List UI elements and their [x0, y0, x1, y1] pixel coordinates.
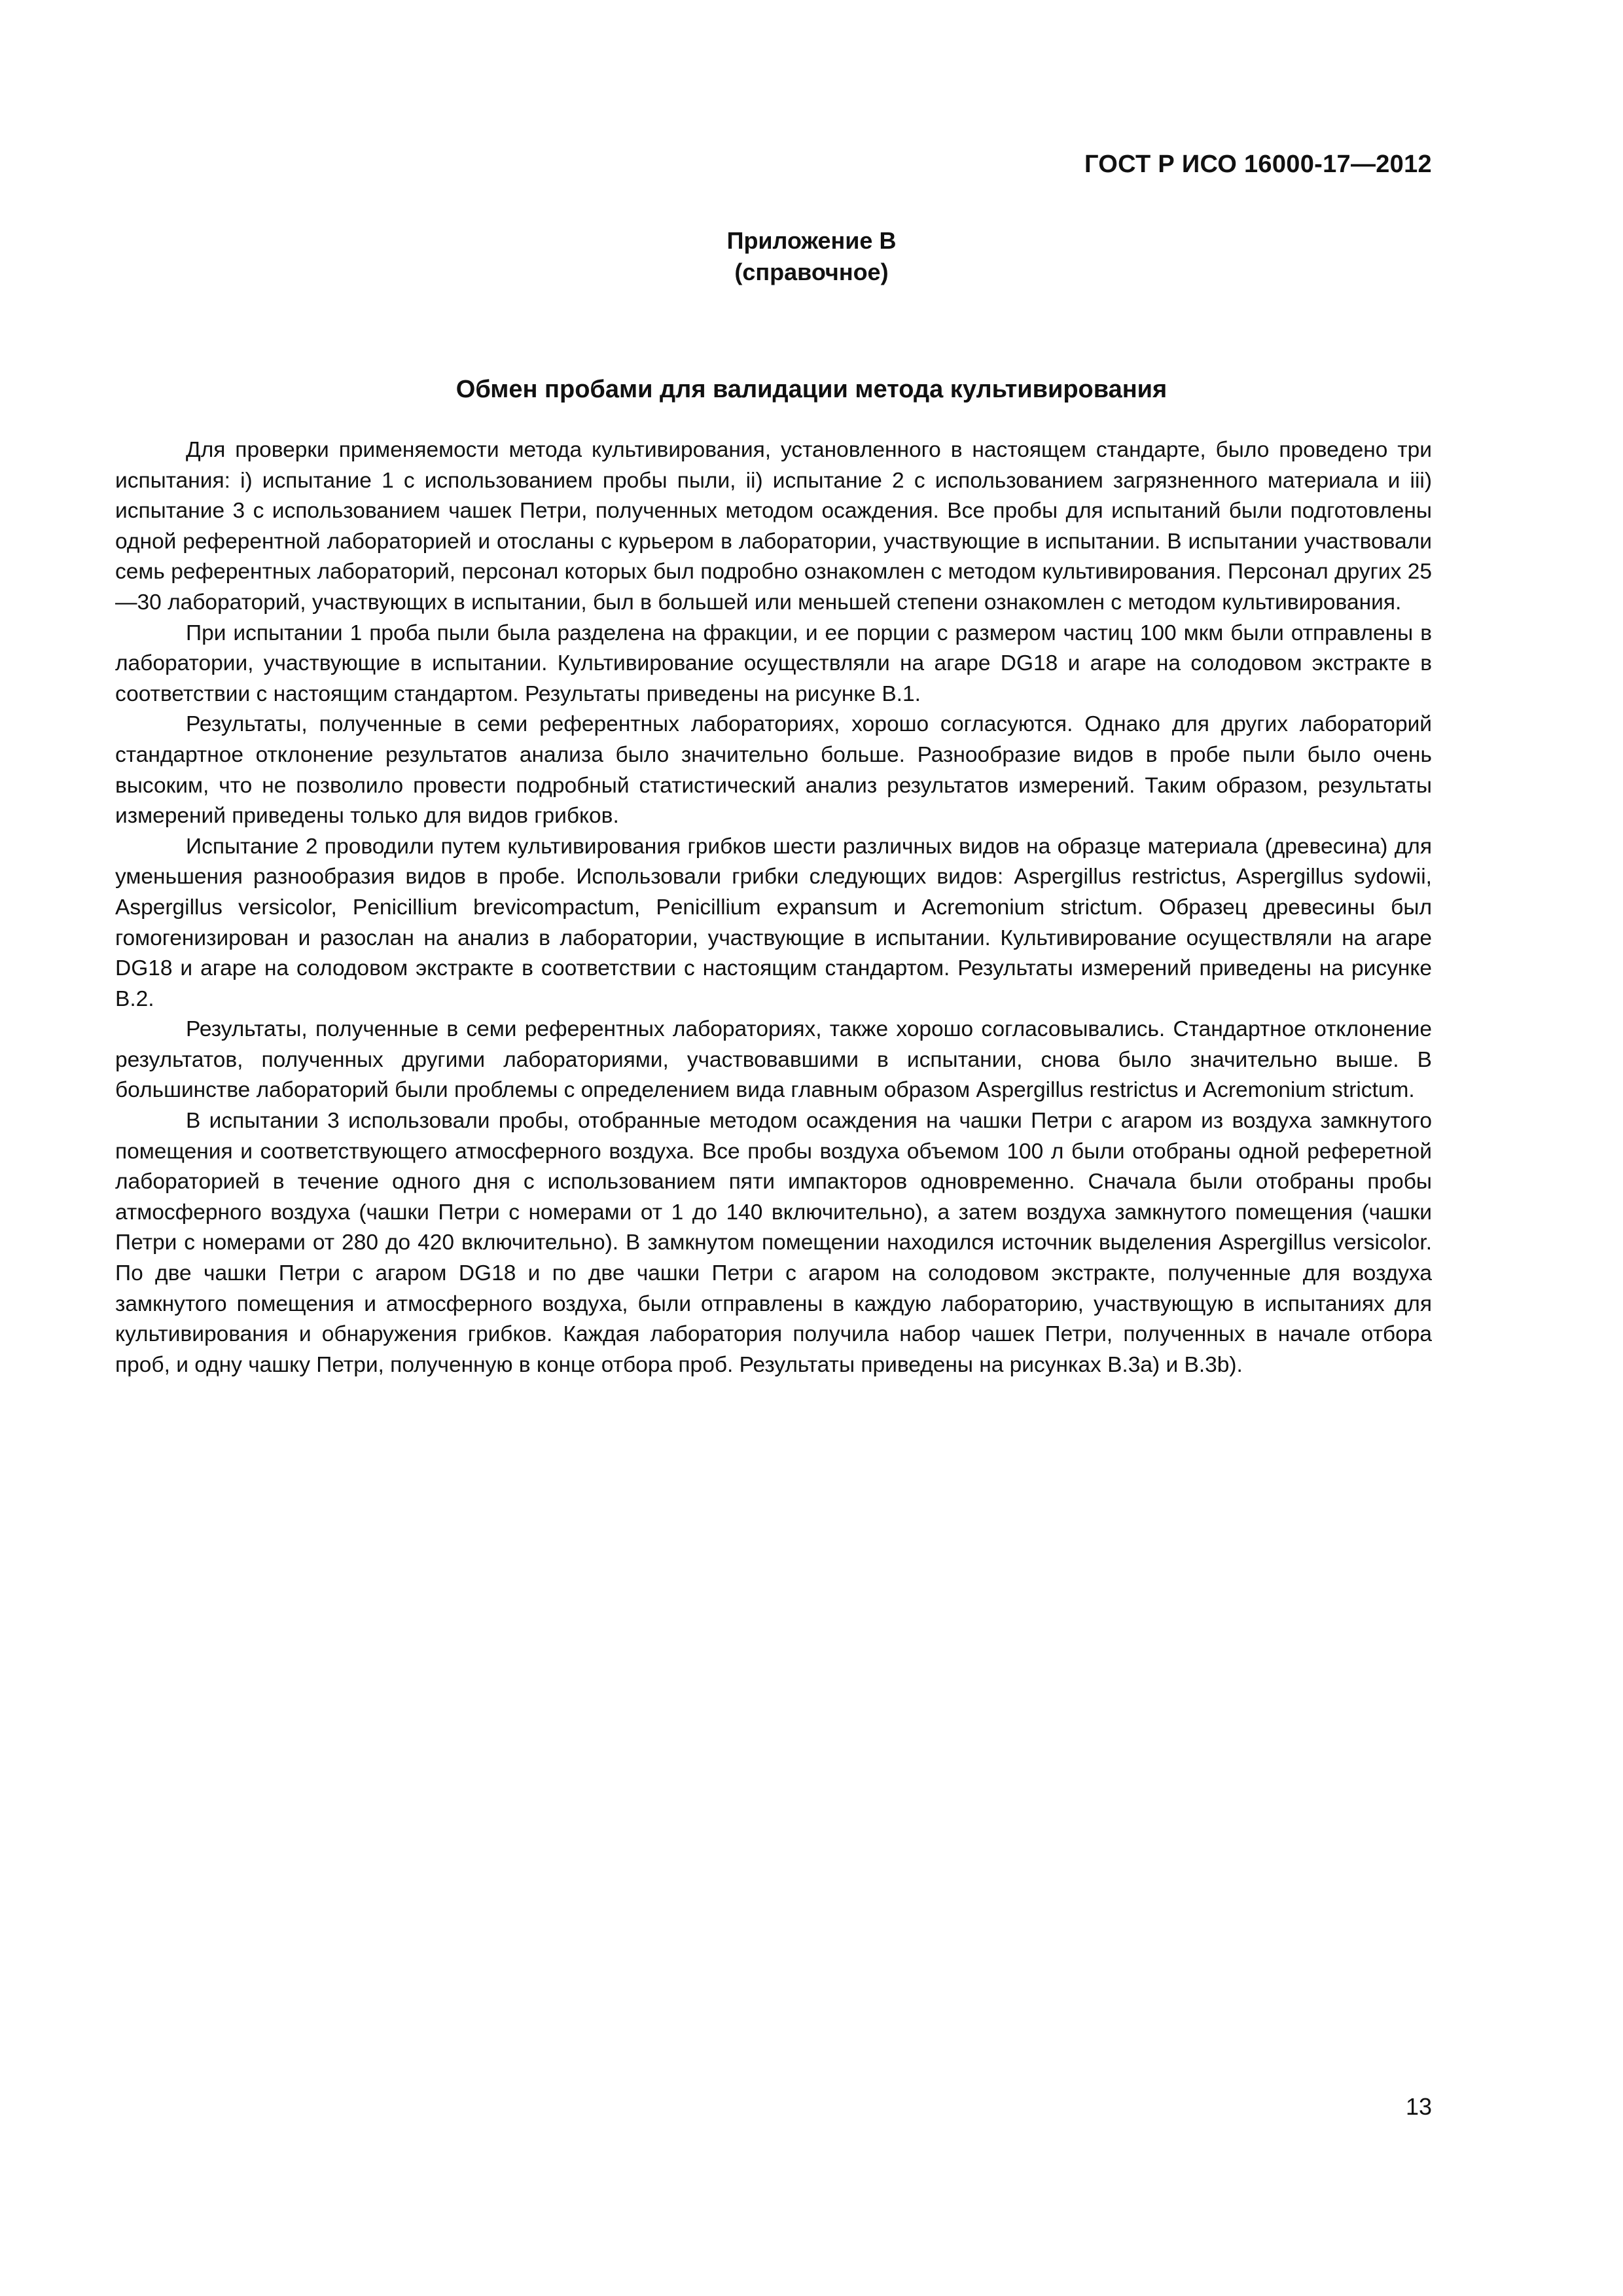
paragraph: В испытании 3 использовали пробы, отобранные методом осаждения на чашки Петри с агаром из воздуха замкнутого помещения и соответствующего атмосферного воздуха. Все пробы воздуха объемом 100 л были отобраны одной реферетной лабораторией в течение одного дня с использованием пяти импакторов одновременно. Сначала были отобраны пробы атмосферного воздуха (чашки Петри с номерами от 1 до 140 включительно), а затем воздуха замкнутого помещения (чашки Петри с номерами от 280 до 420 включительно). В замкнутом помещении находился источник выделения Aspergillus versicolor. По две чашки Петри с агаром DG18 и по две чашки Петри с агаром на солодовом экстракте, полученные для воздуха замкнутого помещения и атмосферного воздуха, были отправлены в каждую лабораторию, участвующую в испытаниях для культивирования и обнаружения грибков. Каждая лаборатория получила набор чашек Петри, полученных в начале отбора проб, и одну чашку Петри, полученную в конце отбора проб. Результаты приведены на рисунках В.3а) и В.3b).: [115, 1109, 1432, 1377]
section-title: Обмен пробами для валидации метода культивирования: [455, 376, 1168, 403]
page-number: 13: [1405, 2093, 1432, 2120]
body-text: [115, 435, 1432, 1380]
paragraph: При испытании 1 проба пыли была разделена на фракции, и ее порции с размером частиц 100 мкм были отправлены в лаборатории, участвующие в испытании. Культивирование осуществляли на агаре DG18 и агаре на солодовом экстракте в соответствии с настоящим стандартом. Результаты приведены на рисунке В.1.: [115, 620, 1432, 706]
paragraph: Испытание 2 проводили путем культивирования грибков шести различных видов на образце материала (древесина) для уменьшения разнообразия видов в пробе. Использовали грибки следующих видов: Aspergillus restrictus, Aspergillus sydowii, Aspergillus versicolor, Penicillium brevicompactum, Penicillium expansum и Acremonium strictum. Образец древесины был гомогенизирован и разослан на анализ в лаборатории, участвующие в испытании. Культивирование осуществляли на агаре DG18 и агаре на солодовом экстракте в соответствии с настоящим стандартом. Результаты измерений приведены на рисунке В.2.: [115, 834, 1432, 1011]
appendix-type: (справочное): [734, 259, 889, 285]
appendix-label: Приложение В: [726, 227, 897, 254]
paragraph: Результаты, полученные в семи референтных лабораториях, также хорошо согласовывались. Стандартное отклонение результатов, полученных другими лабораториями, участвовавшими в испытании, снова было значительно выше. В большинстве лабораторий были проблемы с определением вида главным образом Aspergillus restrictus и Acremonium strictum.: [115, 1017, 1432, 1103]
paragraph: Для проверки применяемости метода культивирования, установленного в настоящем стандарте, было проведено три испытания: i) испытание 1 с использованием пробы пыли, ii) испытание 2 с использованием загрязненного материала и iii) испытание 3 с использованием чашек Петри, полученных методом осаждения. Все пробы для испытаний были подготовлены одной референтной лабораторией и отосланы с курьером в лаборатории, участвующие в испытании. В испытании участвовали семь референтных лабораторий, персонал которых был подробно ознакомлен с методом культивирования. Персонал других 25—30 лабораторий, участвующих в испытании, был в большей или меньшей степени ознакомлен с методом культивирования.: [115, 438, 1432, 615]
appendix-heading: [0, 225, 1623, 288]
paragraph: Результаты, полученные в семи референтных лабораториях, хорошо согласуются. Однако для других лабораторий стандартное отклонение результатов анализа было значительно больше. Разнообразие видов в пробе пыли было очень высоким, что не позволило провести подробный статистический анализ результатов измерений. Таким образом, результаты измерений приведены только для видов грибков.: [115, 712, 1432, 829]
standard-code: ГОСТ Р ИСО 16000-17—2012: [1084, 151, 1432, 178]
